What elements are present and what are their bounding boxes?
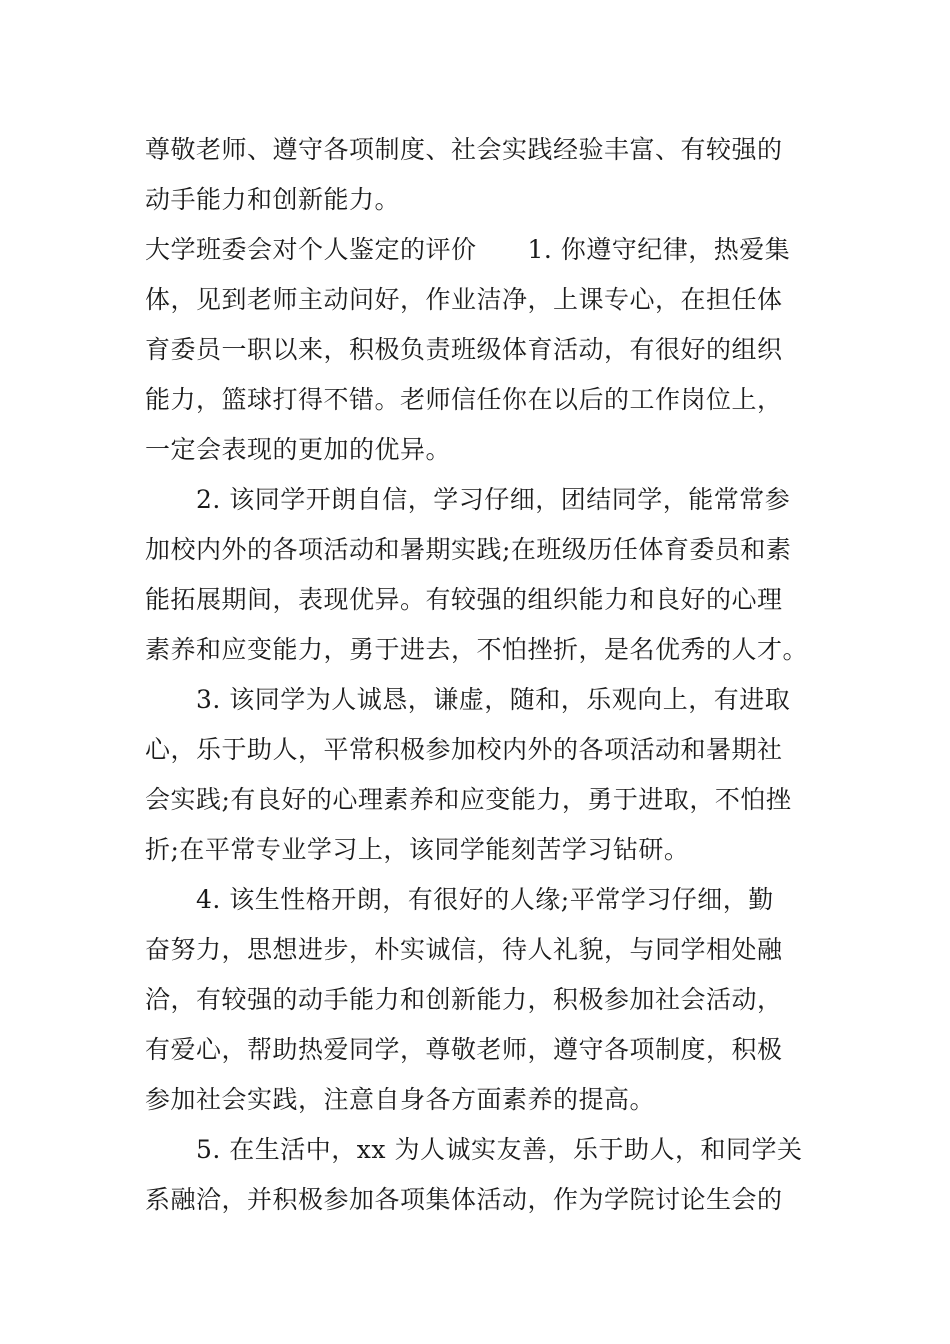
text-line: 折;在平常专业学习上，该同学能刻苦学习钻研。	[145, 835, 690, 864]
text-line: 动手能力和创新能力。	[145, 185, 401, 214]
text-line: 参加社会实践，注意自身各方面素养的提高。	[145, 1085, 656, 1114]
text-line: 有爱心，帮助热爱同学，尊敬老师，遵守各项制度，积极	[145, 1035, 783, 1064]
paragraph-2-start: 2. 该同学开朗自信，学习仔细，团结同学，能常常参	[196, 485, 791, 514]
text-line: 心，乐于助人，平常积极参加校内外的各项活动和暑期社	[145, 735, 783, 764]
text-line: 育委员一职以来，积极负责班级体育活动，有很好的组织	[145, 335, 783, 364]
paragraph-5-start: 5. 在生活中，xx 为人诚实友善，乐于助人，和同学关	[196, 1135, 803, 1164]
text-line: 洽，有较强的动手能力和创新能力，积极参加社会活动，	[145, 985, 783, 1014]
text-line: 体，见到老师主动问好，作业洁净，上课专心，在担任体	[145, 285, 783, 314]
paragraph-3-start: 3. 该同学为人诚恳，谦虚，随和，乐观向上，有进取	[196, 685, 791, 714]
text-line: 加校内外的各项活动和暑期实践;在班级历任体育委员和素	[145, 535, 792, 564]
text-line: 一定会表现的更加的优异。	[145, 435, 452, 464]
text-line: 系融洽，并积极参加各项集体活动，作为学院讨论生会的	[145, 1185, 783, 1214]
text-line: 会实践;有良好的心理素养和应变能力，勇于进取，不怕挫	[145, 785, 792, 814]
text-line: 大学班委会对个人鉴定的评价 1. 你遵守纪律，热爱集	[145, 235, 791, 264]
text-line: 素养和应变能力，勇于进去，不怕挫折，是名优秀的人才。	[145, 635, 809, 664]
paragraph-4-start: 4. 该生性格开朗，有很好的人缘;平常学习仔细，勤	[196, 885, 774, 914]
text-line: 奋努力，思想进步，朴实诚信，待人礼貌，与同学相处融	[145, 935, 783, 964]
text-line: 尊敬老师、遵守各项制度、社会实践经验丰富、有较强的	[145, 135, 783, 164]
text-line: 能力，篮球打得不错。老师信任你在以后的工作岗位上，	[145, 385, 783, 414]
text-line: 能拓展期间，表现优异。有较强的组织能力和良好的心理	[145, 585, 783, 614]
